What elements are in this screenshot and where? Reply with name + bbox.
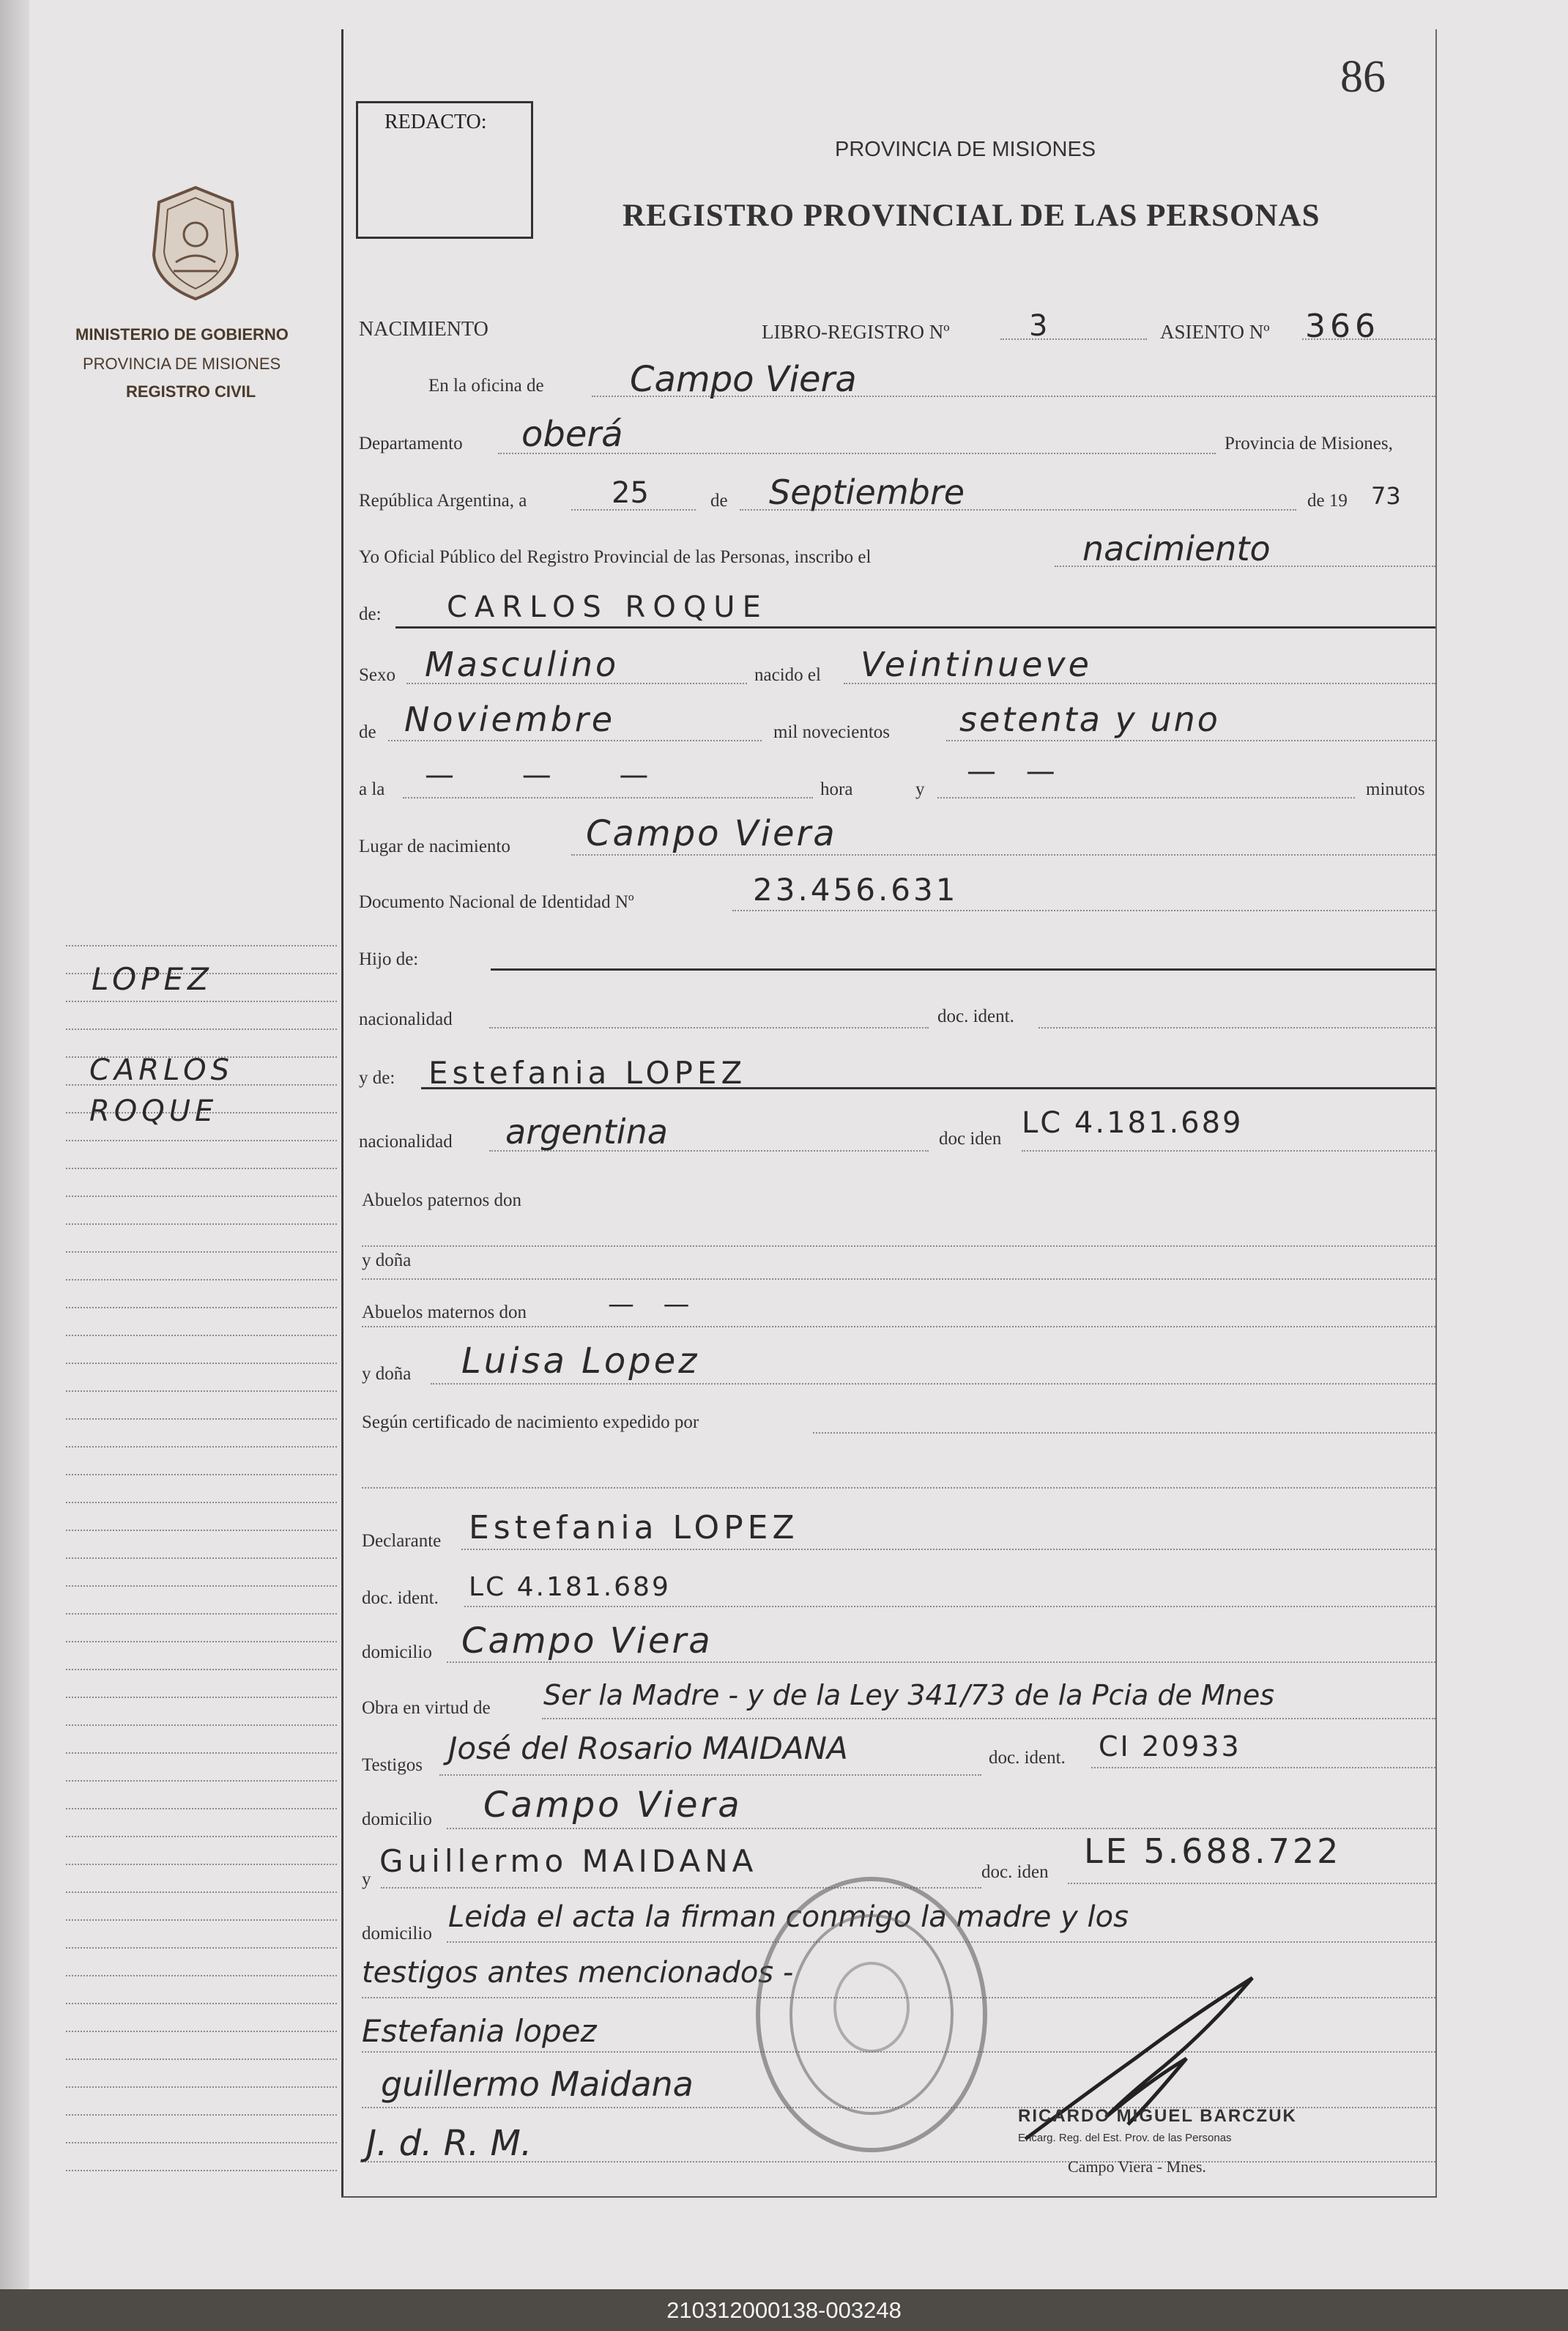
oficial-label: Yo Oficial Público del Registro Provincial de las Personas, inscribo el bbox=[359, 547, 872, 567]
libro-value: 3 bbox=[1029, 309, 1048, 343]
redacto-label: REDACTO: bbox=[384, 111, 487, 133]
nacionalidad2-value: argentina bbox=[505, 1112, 668, 1152]
birth-year-value: setenta y uno bbox=[959, 700, 1220, 739]
margin-ruled-line bbox=[66, 1279, 337, 1281]
margin-ruled-line bbox=[66, 1641, 337, 1642]
segun-label: Según certificado de nacimiento expedido por bbox=[362, 1412, 699, 1432]
minutos-value: — — bbox=[967, 755, 1066, 788]
obra-label: Obra en virtud de bbox=[362, 1698, 491, 1718]
margin-given-name-1: CARLOS bbox=[89, 1053, 234, 1087]
dni-value: 23.456.631 bbox=[753, 872, 959, 908]
test2-doc-label: doc. iden bbox=[981, 1862, 1049, 1882]
hora-label: hora bbox=[820, 779, 853, 799]
lugar-value: Campo Viera bbox=[586, 813, 837, 854]
margin-ruled-line bbox=[66, 1947, 337, 1949]
asiento-value: 366 bbox=[1305, 308, 1380, 345]
sexo-label: Sexo bbox=[359, 665, 395, 685]
de-label: de bbox=[710, 491, 728, 511]
nacido-label: nacido el bbox=[754, 665, 821, 685]
margin-ruled-line bbox=[66, 1919, 337, 1921]
margin-ruled-line bbox=[66, 1168, 337, 1169]
docident2-value: LC 4.181.689 bbox=[1022, 1106, 1244, 1140]
minutos-label: minutos bbox=[1366, 779, 1425, 799]
header-registry: REGISTRO PROVINCIAL DE LAS PERSONAS bbox=[623, 199, 1320, 233]
year-value: 73 bbox=[1371, 482, 1401, 510]
ministry-line-1: MINISTERIO DE GOBIERNO bbox=[75, 325, 289, 344]
margin-ruled-line bbox=[66, 1001, 337, 1002]
nacionalidad-label: nacionalidad bbox=[359, 1009, 453, 1029]
footer-id: 210312000138-003248 bbox=[0, 2289, 1568, 2331]
testigo2-value: Guillermo MAIDANA bbox=[379, 1843, 758, 1879]
oficial-value: nacimiento bbox=[1082, 529, 1271, 568]
domicilio-label: domicilio bbox=[362, 1642, 432, 1662]
day-value: 25 bbox=[612, 476, 649, 510]
margin-given-name-2: ROQUE bbox=[89, 1094, 218, 1128]
margin-ruled-line bbox=[66, 1752, 337, 1754]
margin-ruled-line bbox=[66, 2058, 337, 2060]
margin-ruled-line bbox=[66, 1335, 337, 1336]
departamento-value: oberá bbox=[521, 414, 623, 455]
declarante-label: Declarante bbox=[362, 1531, 442, 1551]
ydona2-value: Luisa Lopez bbox=[461, 1341, 700, 1382]
margin-ruled-line bbox=[66, 2031, 337, 2032]
margin-ruled-line bbox=[66, 1502, 337, 1503]
margin-ruled-line bbox=[66, 1836, 337, 1837]
ministry-line-2: PROVINCIA DE MISIONES bbox=[83, 355, 281, 373]
docident-label: doc. ident. bbox=[937, 1007, 1014, 1026]
margin-ruled-line bbox=[66, 1864, 337, 1865]
margin-ruled-line bbox=[66, 945, 337, 946]
abuelos-mat-label: Abuelos maternos don bbox=[362, 1302, 527, 1322]
obra-value: Ser la Madre - y de la Ley 341/73 de la Pcia de Mnes bbox=[543, 1679, 1275, 1711]
coat-of-arms-seal bbox=[141, 182, 250, 305]
stamp-place: Campo Viera - Mnes. bbox=[1068, 2157, 1206, 2176]
margin-ruled-line bbox=[66, 1530, 337, 1531]
margin-divider bbox=[341, 29, 343, 2198]
continuation-value: testigos antes mencionados - bbox=[362, 1956, 794, 1990]
margin-ruled-line bbox=[66, 1446, 337, 1448]
de2-label: de bbox=[359, 722, 376, 742]
domicilio2-label: domicilio bbox=[362, 1809, 432, 1829]
de-name-label: de: bbox=[359, 604, 382, 624]
margin-ruled-line bbox=[66, 1418, 337, 1420]
margin-ruled-line bbox=[66, 1585, 337, 1587]
nacimiento-label: NACIMIENTO bbox=[359, 318, 488, 341]
yde-label: y de: bbox=[359, 1068, 395, 1088]
right-border bbox=[1435, 29, 1437, 2198]
provincia-label: Provincia de Misiones, bbox=[1225, 434, 1393, 453]
test-doc-value: CI 20933 bbox=[1099, 1730, 1241, 1763]
lugar-label: Lugar de nacimiento bbox=[359, 837, 510, 856]
ministry-line-3: REGISTRO CIVIL bbox=[126, 382, 256, 401]
domicilio3-label: domicilio bbox=[362, 1924, 432, 1943]
domicilio-value: Campo Viera bbox=[461, 1620, 713, 1661]
margin-surname: LOPEZ bbox=[92, 961, 213, 997]
nacido-value: Veintinueve bbox=[861, 645, 1092, 684]
test2-doc-value: LE 5.688.722 bbox=[1084, 1831, 1342, 1871]
margin-ruled-line bbox=[66, 2086, 337, 2088]
margin-ruled-line bbox=[66, 2003, 337, 2004]
y2-label: y bbox=[362, 1869, 371, 1889]
abuelos-mat-value: — — bbox=[608, 1289, 700, 1319]
domicilio2-value: Campo Viera bbox=[483, 1785, 743, 1826]
bottom-border bbox=[341, 2196, 1437, 2198]
margin-ruled-line bbox=[66, 1557, 337, 1559]
margin-ruled-line bbox=[66, 1697, 337, 1698]
abuelos-pat-label: Abuelos paternos don bbox=[362, 1190, 522, 1210]
margin-ruled-line bbox=[66, 1307, 337, 1308]
hijo-label: Hijo de: bbox=[359, 949, 419, 969]
birth-month-value: Noviembre bbox=[404, 700, 616, 739]
declarante-value: Estefania LOPEZ bbox=[469, 1509, 799, 1546]
nacionalidad2-label: nacionalidad bbox=[359, 1132, 453, 1152]
stamp-name: RICARDO MIGUEL BARCZUK bbox=[1018, 2106, 1297, 2126]
margin-ruled-line bbox=[66, 1363, 337, 1364]
oficina-value: Campo Viera bbox=[630, 359, 857, 400]
dni-label: Documento Nacional de Identidad Nº bbox=[359, 892, 634, 912]
margin-ruled-line bbox=[66, 1891, 337, 1893]
signature-witness-2: J. d. R. M. bbox=[366, 2123, 532, 2164]
margin-ruled-line bbox=[66, 1780, 337, 1782]
test-doc-label: doc. ident. bbox=[989, 1748, 1066, 1768]
margin-ruled-line bbox=[66, 1223, 337, 1225]
libro-label: LIBRO-REGISTRO Nº bbox=[762, 321, 950, 343]
ydona-label: y doña bbox=[362, 1250, 412, 1270]
book-binding bbox=[0, 0, 29, 2289]
oficina-label: En la oficina de bbox=[428, 376, 544, 396]
ala-label: a la bbox=[359, 779, 385, 799]
docident2-label: doc iden bbox=[939, 1129, 1002, 1149]
margin-ruled-line bbox=[66, 1808, 337, 1809]
stamp-title: Encarg. Reg. del Est. Prov. de las Personas bbox=[1018, 2132, 1232, 2144]
signature-witness: guillermo Maidana bbox=[381, 2064, 694, 2104]
decl-doc-value: LC 4.181.689 bbox=[469, 1572, 671, 1602]
official-round-stamp bbox=[751, 1868, 992, 2161]
departamento-label: Departamento bbox=[359, 434, 463, 453]
testigos-value: José del Rosario MAIDANA bbox=[448, 1730, 848, 1766]
decl-doc-label: doc. ident. bbox=[362, 1588, 439, 1608]
year-label: de 19 bbox=[1307, 491, 1348, 511]
margin-ruled-line bbox=[66, 1390, 337, 1392]
mil-label: mil novecientos bbox=[773, 722, 890, 742]
domicilio3-value: Leida el acta la firman conmigo la madre y los bbox=[448, 1900, 1129, 1934]
margin-ruled-line bbox=[66, 1975, 337, 1976]
margin-ruled-line bbox=[66, 1613, 337, 1615]
margin-ruled-line bbox=[66, 1474, 337, 1475]
month-value: Septiembre bbox=[769, 472, 965, 512]
testigos-label: Testigos bbox=[362, 1755, 423, 1775]
margin-ruled-line bbox=[66, 1724, 337, 1726]
margin-ruled-line bbox=[66, 2142, 337, 2143]
signature-mother: Estefania lopez bbox=[362, 2013, 597, 2049]
republica-label: República Argentina, a bbox=[359, 491, 527, 511]
y-label: y bbox=[915, 779, 925, 799]
margin-ruled-line bbox=[66, 2170, 337, 2171]
sexo-value: Masculino bbox=[425, 645, 620, 684]
name-value: CARLOS ROQUE bbox=[447, 590, 768, 624]
margin-ruled-line bbox=[66, 1029, 337, 1030]
redacto-box bbox=[356, 101, 533, 239]
margin-ruled-line bbox=[66, 2114, 337, 2116]
mother-value: Estefania LOPEZ bbox=[428, 1055, 747, 1091]
header-province: PROVINCIA DE MISIONES bbox=[835, 138, 1096, 161]
page-number: 86 bbox=[1340, 52, 1386, 102]
ala-value: — — — bbox=[425, 758, 678, 792]
asiento-label: ASIENTO Nº bbox=[1160, 321, 1270, 343]
margin-ruled-line bbox=[66, 1140, 337, 1141]
margin-ruled-line bbox=[66, 1196, 337, 1197]
ydona2-label: y doña bbox=[362, 1364, 412, 1384]
margin-ruled-line bbox=[66, 1669, 337, 1670]
margin-ruled-line bbox=[66, 1251, 337, 1253]
